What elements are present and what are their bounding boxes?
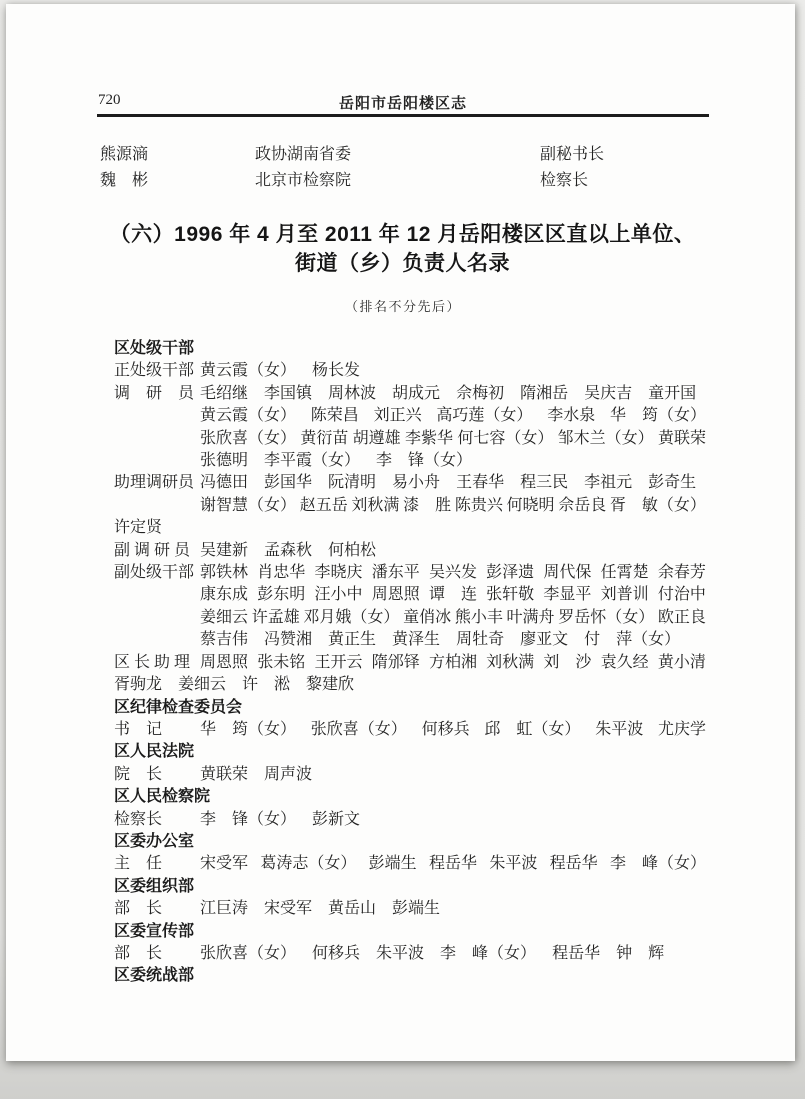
names-line [200,540,376,562]
person-name: 邱 虹（女） [484,720,581,738]
names-line [200,607,706,629]
person-name: 张欣喜（女） [200,944,297,962]
names-line [200,495,706,517]
person-name: 余春芳 [657,564,706,582]
entry-label: 副处级干部 [114,564,195,582]
person-name: 冯赞湘 [264,631,313,649]
person-name: 隋湘岳 [520,384,569,402]
person-name: 陈荣昌 [310,407,359,425]
person-name: 肖忠华 [257,564,306,582]
person-name: 汪小中 [314,586,363,604]
directory-section-title: 区人民检察院 [114,788,211,806]
person-name: 欧正良 [657,608,706,626]
directory-entry-continuation [114,405,710,427]
directory-section-title: 区纪律检查委员会 [114,698,243,716]
directory-entry [114,809,710,831]
person-name: 付治中 [657,586,706,604]
person-name: 张欣喜（女） [200,429,297,447]
heading-line: 街道（乡）负责人名录 [295,252,510,275]
carryover-row [100,141,710,167]
person-name: 黄联荣 [657,429,706,447]
person-name: 刘 沙 [543,653,592,671]
directory-entry [114,540,710,562]
entry-label: 检察长 [114,810,163,828]
heading-line: （六）1996 年 4 月至 2011 年 12 月岳阳楼区区直以上单位、 [109,223,696,246]
directory-section-title: 区委宣传部 [114,922,195,940]
person-name: 宋受军 [200,855,249,873]
person-name: 潘东平 [371,564,420,582]
directory-entry [114,764,710,786]
directory-entry [114,853,710,875]
directory-entry-continuation [114,674,710,696]
person-name: 彭奇生 [648,474,697,492]
person-name: 蔡吉伟 [200,631,249,649]
person-name: 钟 辉 [616,944,665,962]
person-name: 胥驹龙 [114,676,163,694]
names-line [200,898,440,920]
person-name: 彭端生 [368,855,417,873]
position: 检察长 [540,172,589,189]
person-name: 葛涛志（女） [260,855,357,873]
person-name: 何柏松 [328,541,377,559]
directory-entry [114,383,710,405]
person-name: 程岳华 [552,944,601,962]
person-name: 邹木兰（女） [557,429,654,447]
person-name: 廖亚文 [520,631,569,649]
directory-entry-continuation [114,428,710,450]
person-name: 彭国华 [264,474,313,492]
names-line [200,472,696,494]
person-name: 佘梅初 [456,384,505,402]
person-name: 姜细云 [178,676,227,694]
organization: 政协湖南省委 [255,146,352,163]
person-name: 康东成 [200,586,249,604]
person-name: 童俏冰 [403,608,452,626]
person-name: 谭 连 [428,586,477,604]
person-name: 隋邠铎 [371,653,420,671]
names-line [200,853,706,875]
entry-label: 部 长 [114,900,163,918]
person-name: 付 萍（女） [584,631,681,649]
person-name: 高巧莲（女） [436,407,533,425]
person-name: 彭新文 [312,810,361,828]
person-name: 陈贵兴 [454,496,503,514]
directory [114,338,710,988]
person-name: 童开国 [648,384,697,402]
names-line [200,652,706,674]
person-name: 华 筠（女） [609,407,706,425]
person-name: 李祖元 [584,474,633,492]
person-name: 佘岳良 [558,496,607,514]
person-name: 彭端生 [392,900,441,918]
person-name: 李水泉 [547,407,596,425]
person-name: 何移兵 [312,944,361,962]
directory-entry [114,943,710,965]
person-name: 胡成元 [392,384,441,402]
names-line [200,809,360,831]
running-head [97,92,709,112]
person-name: 易小舟 [392,474,441,492]
directory-section-title: 区委统战部 [114,967,195,985]
person-name: 袁久经 [600,653,649,671]
person-name: 李 峰（女） [440,944,537,962]
person-name: 黄衍苗 [300,429,349,447]
person-name: 杨长发 [312,362,361,380]
names-line [200,943,664,965]
directory-entry-continuation [114,607,710,629]
names-line [200,584,706,606]
entry-label: 院 长 [114,765,163,783]
names-line [200,629,680,651]
person-name: 李晓庆 [314,564,363,582]
carryover-row [100,167,710,193]
names-line [114,517,162,539]
names-line [200,383,696,405]
person-name: 周声波 [264,765,313,783]
person-name: 熊小丰 [454,608,503,626]
directory-entry [114,562,710,584]
person-name: 郭铁林 [200,564,249,582]
page-number: 720 [98,92,121,108]
person-name: 黎建欣 [306,676,355,694]
entry-label: 部 长 [114,944,163,962]
head-rule [97,114,709,117]
person-name: 熊源滳 [100,146,149,163]
person-name: 邓月娥（女） [303,608,400,626]
names-line [200,719,706,741]
names-line [200,764,312,786]
directory-section-title: 区处级干部 [114,340,195,357]
person-name: 彭东明 [257,586,306,604]
directory-entry-continuation [114,495,710,517]
person-name: 黄正生 [328,631,377,649]
person-name: 方柏湘 [428,653,477,671]
person-name: 彭泽遗 [486,564,535,582]
entry-label: 主 任 [114,855,163,873]
person-name: 阮清明 [328,474,377,492]
organization: 北京市检察院 [255,172,352,189]
book-title: 岳阳市岳阳楼区志 [338,96,467,112]
directory-entry [114,719,710,741]
person-name: 叶满舟 [506,608,555,626]
directory-entry-continuation [114,629,710,651]
person-name: 罗岳怀（女） [558,608,655,626]
person-name: 任霄楚 [600,564,649,582]
person-name: 周牡奇 [456,631,505,649]
directory-section-title: 区人民法院 [114,743,195,761]
directory-entry [114,898,710,920]
person-name: 张未铭 [257,653,306,671]
person-name: 江巨涛 [200,900,249,918]
person-name: 赵五岳 [299,496,348,514]
person-name: 何晓明 [506,496,555,514]
person-name: 李显平 [543,586,592,604]
names-line [200,360,360,382]
person-name: 程岳华 [428,855,477,873]
entry-label: 书 记 [114,720,163,738]
person-name: 孟森秋 [264,541,313,559]
position: 副秘书长 [540,146,605,163]
person-name: 朱平波 [489,855,538,873]
person-name: 吴兴发 [428,564,477,582]
directory-entry-continuation [114,584,710,606]
person-name: 黄岳山 [328,900,377,918]
directory-entry [114,360,710,382]
names-line [200,450,472,472]
person-name: 黄小清 [657,653,706,671]
entry-label: 助理调研员 [114,474,195,492]
person-name: 漆 胜 [403,496,452,514]
names-line [200,562,706,584]
person-name: 李 锋（女） [200,810,297,828]
person-name: 李平霞（女） [264,452,361,470]
person-name: 黄联荣 [200,765,249,783]
names-line [114,674,354,696]
person-name: 张轩敬 [486,586,535,604]
person-name: 周恩照 [200,653,249,671]
names-line [200,428,706,450]
person-name: 黄云霞（女） [200,362,297,380]
person-name: 黄云霞（女） [200,407,297,425]
names-line [200,405,706,427]
person-name: 刘秋满 [486,653,535,671]
person-name: 李 锋（女） [376,452,473,470]
person-name: 姜细云 [200,608,249,626]
person-name: 李 峰（女） [609,855,706,873]
person-name: 王开云 [314,653,363,671]
person-name: 胡遵雄 [352,429,401,447]
carryover-list [100,141,710,193]
person-name: 尤庆学 [657,720,706,738]
person-name: 胥 敏（女） [609,496,706,514]
person-name: 许孟雄 [251,608,300,626]
person-name: 王春华 [456,474,505,492]
directory-section-title: 区委组织部 [114,877,195,895]
person-name: 周林波 [328,384,377,402]
entry-label: 调 研 员 [114,384,195,402]
person-name: 魏 彬 [100,172,149,189]
person-name: 黄泽生 [392,631,441,649]
person-name: 何移兵 [421,720,470,738]
person-name: 朱平波 [595,720,644,738]
section-heading [90,220,715,278]
person-name: 周恩照 [371,586,420,604]
person-name: 程三民 [520,474,569,492]
person-name: 谢智慧（女） [200,496,297,514]
entry-label: 区 长 助 理 [114,653,191,671]
person-name: 张欣喜（女） [310,720,407,738]
person-name: 吴庆吉 [584,384,633,402]
person-name: 吴建新 [200,541,249,559]
person-name: 毛绍继 [200,384,249,402]
person-name: 周代保 [543,564,592,582]
person-name: 冯德田 [200,474,249,492]
directory-entry [114,652,710,674]
person-name: 许定贤 [114,519,163,537]
person-name: 许 淞 [242,676,291,694]
directory-section-title: 区委办公室 [114,832,195,850]
person-name: 何七容（女） [457,429,554,447]
person-name: 朱平波 [376,944,425,962]
person-name: 宋受军 [264,900,313,918]
entry-label: 副 调 研 员 [114,541,191,559]
person-name: 李国镇 [264,384,313,402]
directory-entry-continuation [114,517,710,539]
person-name: 刘正兴 [373,407,422,425]
entry-label: 正处级干部 [114,362,195,380]
directory-entry [114,472,710,494]
person-name: 刘秋满 [351,496,400,514]
ranking-note: （排名不分先后） [344,299,461,314]
person-name: 华 筠（女） [200,720,297,738]
person-name: 李紫华 [404,429,453,447]
person-name: 张德明 [200,452,249,470]
directory-entry-continuation [114,450,710,472]
person-name: 刘普训 [600,586,649,604]
person-name: 程岳华 [549,855,598,873]
